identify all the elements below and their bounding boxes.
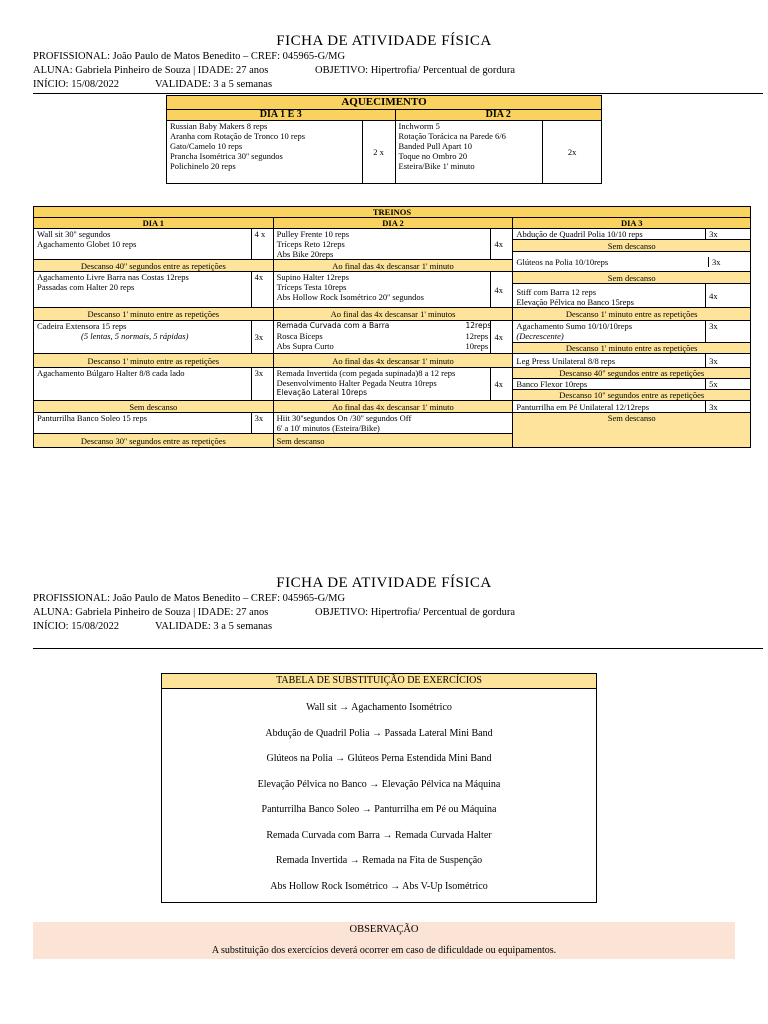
substitution-item: Wall sit → Agachamento Isométrico — [306, 702, 452, 713]
substitution-item: Remada Curvada com Barra → Remada Curvada Halter — [266, 829, 492, 841]
warmup-table — [166, 95, 602, 184]
d3-rest-7: Sem descanso — [513, 413, 751, 448]
list-item: Russian Baby Makers 8 reps — [170, 121, 268, 131]
d2-rest-3: Ao final das 4x descansar 1' minuto — [273, 354, 513, 368]
exercise-line: Remada Invertida (com pegada supinada)8 a 12 reps — [276, 368, 456, 378]
exercise-line: Tríceps Testa 10reps — [276, 282, 347, 292]
d2-exercise-1 — [273, 229, 491, 260]
exercise-line: Agachamento Globet 10 reps — [37, 239, 137, 249]
divider-2 — [33, 648, 763, 649]
list-item: Aranha com Rotação de Tronco 10 reps — [170, 131, 306, 141]
d2-sets-2: 4x — [491, 272, 513, 308]
validity-2: VALIDADE: 3 a 5 semanas — [155, 621, 273, 632]
observation-text: A substituição dos exercícios deverá ocorrer em caso de dificuldade ou equipamentos. — [211, 945, 557, 956]
validity: VALIDADE: 3 a 5 semanas — [155, 79, 273, 90]
d1-exercise-2 — [34, 272, 252, 308]
d2-sets-3: 4x — [491, 321, 513, 354]
d3-sets-1: 3x — [706, 229, 751, 240]
exercise-line: Agachamento Livre Barra nas Costas 12reps — [37, 272, 189, 282]
d2-exercise-4 — [273, 368, 491, 401]
substitution-item: Abdução de Quadril Polia → Passada Lateral Mini Band — [265, 727, 493, 739]
exercise-line: Rosca Bíceps 12reps — [276, 331, 489, 341]
substitution-item: Glúteos na Polia → Glúteos Perna Estendida Mini Band — [266, 753, 492, 764]
day3-header: DIA 3 — [513, 218, 751, 229]
list-item: Toque no Ombro 20 — [398, 151, 468, 161]
d3-rest-3: Descanso 1' minuto entre as repetições — [513, 308, 751, 321]
d1-sets-4: 3x — [251, 368, 273, 401]
list-item: Rotação Torácica na Parede 6/6 — [398, 131, 506, 141]
objective-line: OBJETIVO: Hipertrofia/ Percentual de gordura — [315, 65, 516, 76]
d1-rest-3: Descanso 1' minuto entre as repetições — [34, 354, 274, 368]
observation-box — [33, 922, 735, 959]
d2-exercise-2 — [273, 272, 491, 308]
warmup-day1-header: DIA 1 E 3 — [167, 110, 396, 121]
training-title: TREINOS — [34, 207, 751, 218]
list-item: Inchworm 5 — [398, 121, 440, 131]
d3-sets-3: 4x — [706, 284, 751, 308]
professional-line: PROFISSIONAL: João Paulo de Matos Benedito – CREF: 045965-G/MG — [33, 51, 346, 62]
substitution-item: Abs Hollow Rock Isométrico → Abs V-Up Isométrico — [270, 880, 488, 892]
exercise-line: Abs Bike 20reps — [276, 249, 334, 259]
warmup-title: AQUECIMENTO — [167, 96, 602, 110]
d3-exercise-7: Panturrilha em Pé Unilateral 12/12reps — [513, 401, 706, 413]
observation-title: OBSERVAÇÃO — [349, 924, 419, 935]
d2-exercise-3 — [273, 321, 491, 354]
substitution-table — [161, 673, 597, 903]
exercise-line: (Decrescente) — [516, 331, 564, 341]
d1-exercise-5: Panturrilha Banco Soleo 15 reps — [34, 413, 252, 434]
d1-sets-2: 4x — [251, 272, 273, 308]
day1-header: DIA 1 — [34, 218, 274, 229]
start-date: INÍCIO: 15/08/2022 — [33, 79, 120, 90]
exercise-line: Passadas com Halter 20 reps — [37, 282, 135, 292]
d2-sets-1: 4x — [491, 229, 513, 260]
exercise-line: Stiff com Barra 12 reps — [516, 287, 597, 297]
exercise-line: Elevação Pélvica no Banco 15reps — [516, 297, 634, 307]
d3-rest-6: Descanso 10'' segundos entre as repetições — [513, 390, 751, 401]
substitution-item: Panturrilha Banco Soleo → Panturrilha em Pé ou Máquina — [261, 804, 497, 815]
start-date-2: INÍCIO: 15/08/2022 — [33, 621, 120, 632]
professional-line-2: PROFISSIONAL: João Paulo de Matos Benedito – CREF: 045965-G/MG — [33, 593, 346, 604]
exercise-line: Desenvolvimento Halter Pegada Neutra 10reps — [276, 378, 437, 388]
d3-sets-5: 3x — [706, 354, 751, 368]
d3-exercise-2: Glúteos na Polia 10/10reps — [516, 256, 609, 267]
d1-rest-1: Descanso 40'' segundos entre as repetições — [34, 260, 274, 272]
d1-sets-3: 3x — [251, 321, 273, 354]
substitution-item: Remada Invertida → Remada na Fita de Suspenção — [275, 855, 483, 866]
d3-rest-4: Descanso 1' minuto entre as repetições — [513, 343, 751, 354]
warmup-day2-list — [395, 121, 543, 184]
d3-sets-7: 3x — [706, 401, 751, 413]
student-line: ALUNA: Gabriela Pinheiro de Souza | IDADE: 27 anos — [33, 65, 269, 76]
training-table — [33, 206, 751, 448]
substitution-item: Elevação Pélvica no Banco → Elevação Pélvica na Máquina — [257, 778, 501, 790]
exercise-line: Abs Hollow Rock Isométrico 20'' segundos — [276, 292, 424, 302]
d1-exercise-3 — [34, 321, 252, 354]
exercise-line: Pulley Frente 10 reps — [276, 229, 350, 239]
page-title-2: FICHA DE ATIVIDADE FÍSICA — [276, 575, 492, 591]
d2-exercise-5 — [273, 413, 513, 434]
warmup-day2-header: DIA 2 — [395, 110, 601, 121]
objective-line-2: OBJETIVO: Hipertrofia/ Percentual de gordura — [315, 607, 516, 618]
exercise-line: Hiit 30''segundos On /30'' segundos Off — [276, 413, 412, 423]
d2-rest-4: Ao final das 4x descansar 1' minuto — [273, 401, 513, 413]
exercise-line: Supino Halter 12reps — [276, 272, 349, 282]
d3-exercise-4 — [513, 321, 706, 343]
d2-rest-2: Ao final das 4x descansar 1' minutos — [273, 308, 513, 321]
divider — [33, 93, 763, 94]
list-item: Polichinelo 20 reps — [170, 161, 236, 171]
warmup-day1-sets: 2 x — [362, 121, 395, 184]
d2-rest-1: Ao final das 4x descansar 1' minuto — [273, 260, 513, 272]
d3-rest-2: Sem descanso — [513, 272, 751, 284]
warmup-day2-sets: 2x — [543, 121, 602, 184]
d3-exercise-6: Banco Flexor 10reps — [513, 379, 706, 390]
d3-sets-6: 5x — [706, 379, 751, 390]
exercise-line: Tríceps Reto 12reps — [276, 239, 345, 249]
list-item: Gato/Camelo 10 reps — [170, 141, 243, 151]
d3-sets-4: 3x — [706, 321, 751, 343]
exercise-line: Remada Curvada com a Barra 12reps — [276, 321, 492, 330]
exercise-line: (5 lentas, 5 normais, 5 rápidas) — [81, 331, 189, 341]
exercise-line: Elevação Lateral 10reps — [276, 388, 368, 397]
exercise-line: Wall sit 30'' segundos — [37, 229, 111, 239]
exercise-line: Agachamento Sumo 10/10/10reps — [516, 321, 633, 331]
exercise-line: Cadeira Extensora 15 reps — [37, 321, 127, 331]
d1-rest-2: Descanso 1' minuto entre as repetições — [34, 308, 274, 321]
student-line-2: ALUNA: Gabriela Pinheiro de Souza | IDADE: 27 anos — [33, 607, 269, 618]
d3-sets-2: 3x — [708, 257, 750, 267]
list-item: Banded Pull Apart 10 — [398, 141, 472, 151]
d1-rest-5: Descanso 30'' segundos entre as repetições — [34, 434, 274, 448]
list-item: Prancha Isométrica 30'' segundos — [170, 151, 283, 161]
d1-exercise-4: Agachamento Búlgaro Halter 8/8 cada lado — [34, 368, 252, 401]
d3-rest-5: Descanso 40'' segundos entre as repetições — [513, 368, 751, 379]
d3-exercise-1: Abdução de Quadril Polia 10/10 reps — [513, 229, 706, 240]
d3-rest-1: Sem descanso — [513, 240, 751, 252]
page-title: FICHA DE ATIVIDADE FÍSICA — [276, 33, 492, 49]
exercise-line: 6' a 10' minutos (Esteira/Bike) — [276, 423, 380, 433]
d1-sets-5: 3x — [251, 413, 273, 434]
d3-exercise-3 — [513, 284, 706, 308]
substitution-title: TABELA DE SUBSTITUIÇÃO DE EXERCÍCIOS — [162, 674, 596, 689]
d2-sets-4: 4x — [491, 368, 513, 401]
list-item: Esteira/Bike 1' minuto — [398, 161, 475, 171]
d1-sets-1: 4 x — [251, 229, 273, 260]
day2-header: DIA 2 — [273, 218, 513, 229]
d2-rest-5: Sem descanso — [273, 434, 513, 448]
warmup-day1-list — [167, 121, 363, 184]
d1-rest-4: Sem descanso — [34, 401, 274, 413]
exercise-line: Abs Supra Curto 10reps — [276, 341, 489, 351]
d3-exercise-5: Leg Press Unilateral 8/8 reps — [513, 354, 706, 368]
d1-exercise-1 — [34, 229, 252, 260]
d3-exercise-2-row — [513, 252, 751, 272]
